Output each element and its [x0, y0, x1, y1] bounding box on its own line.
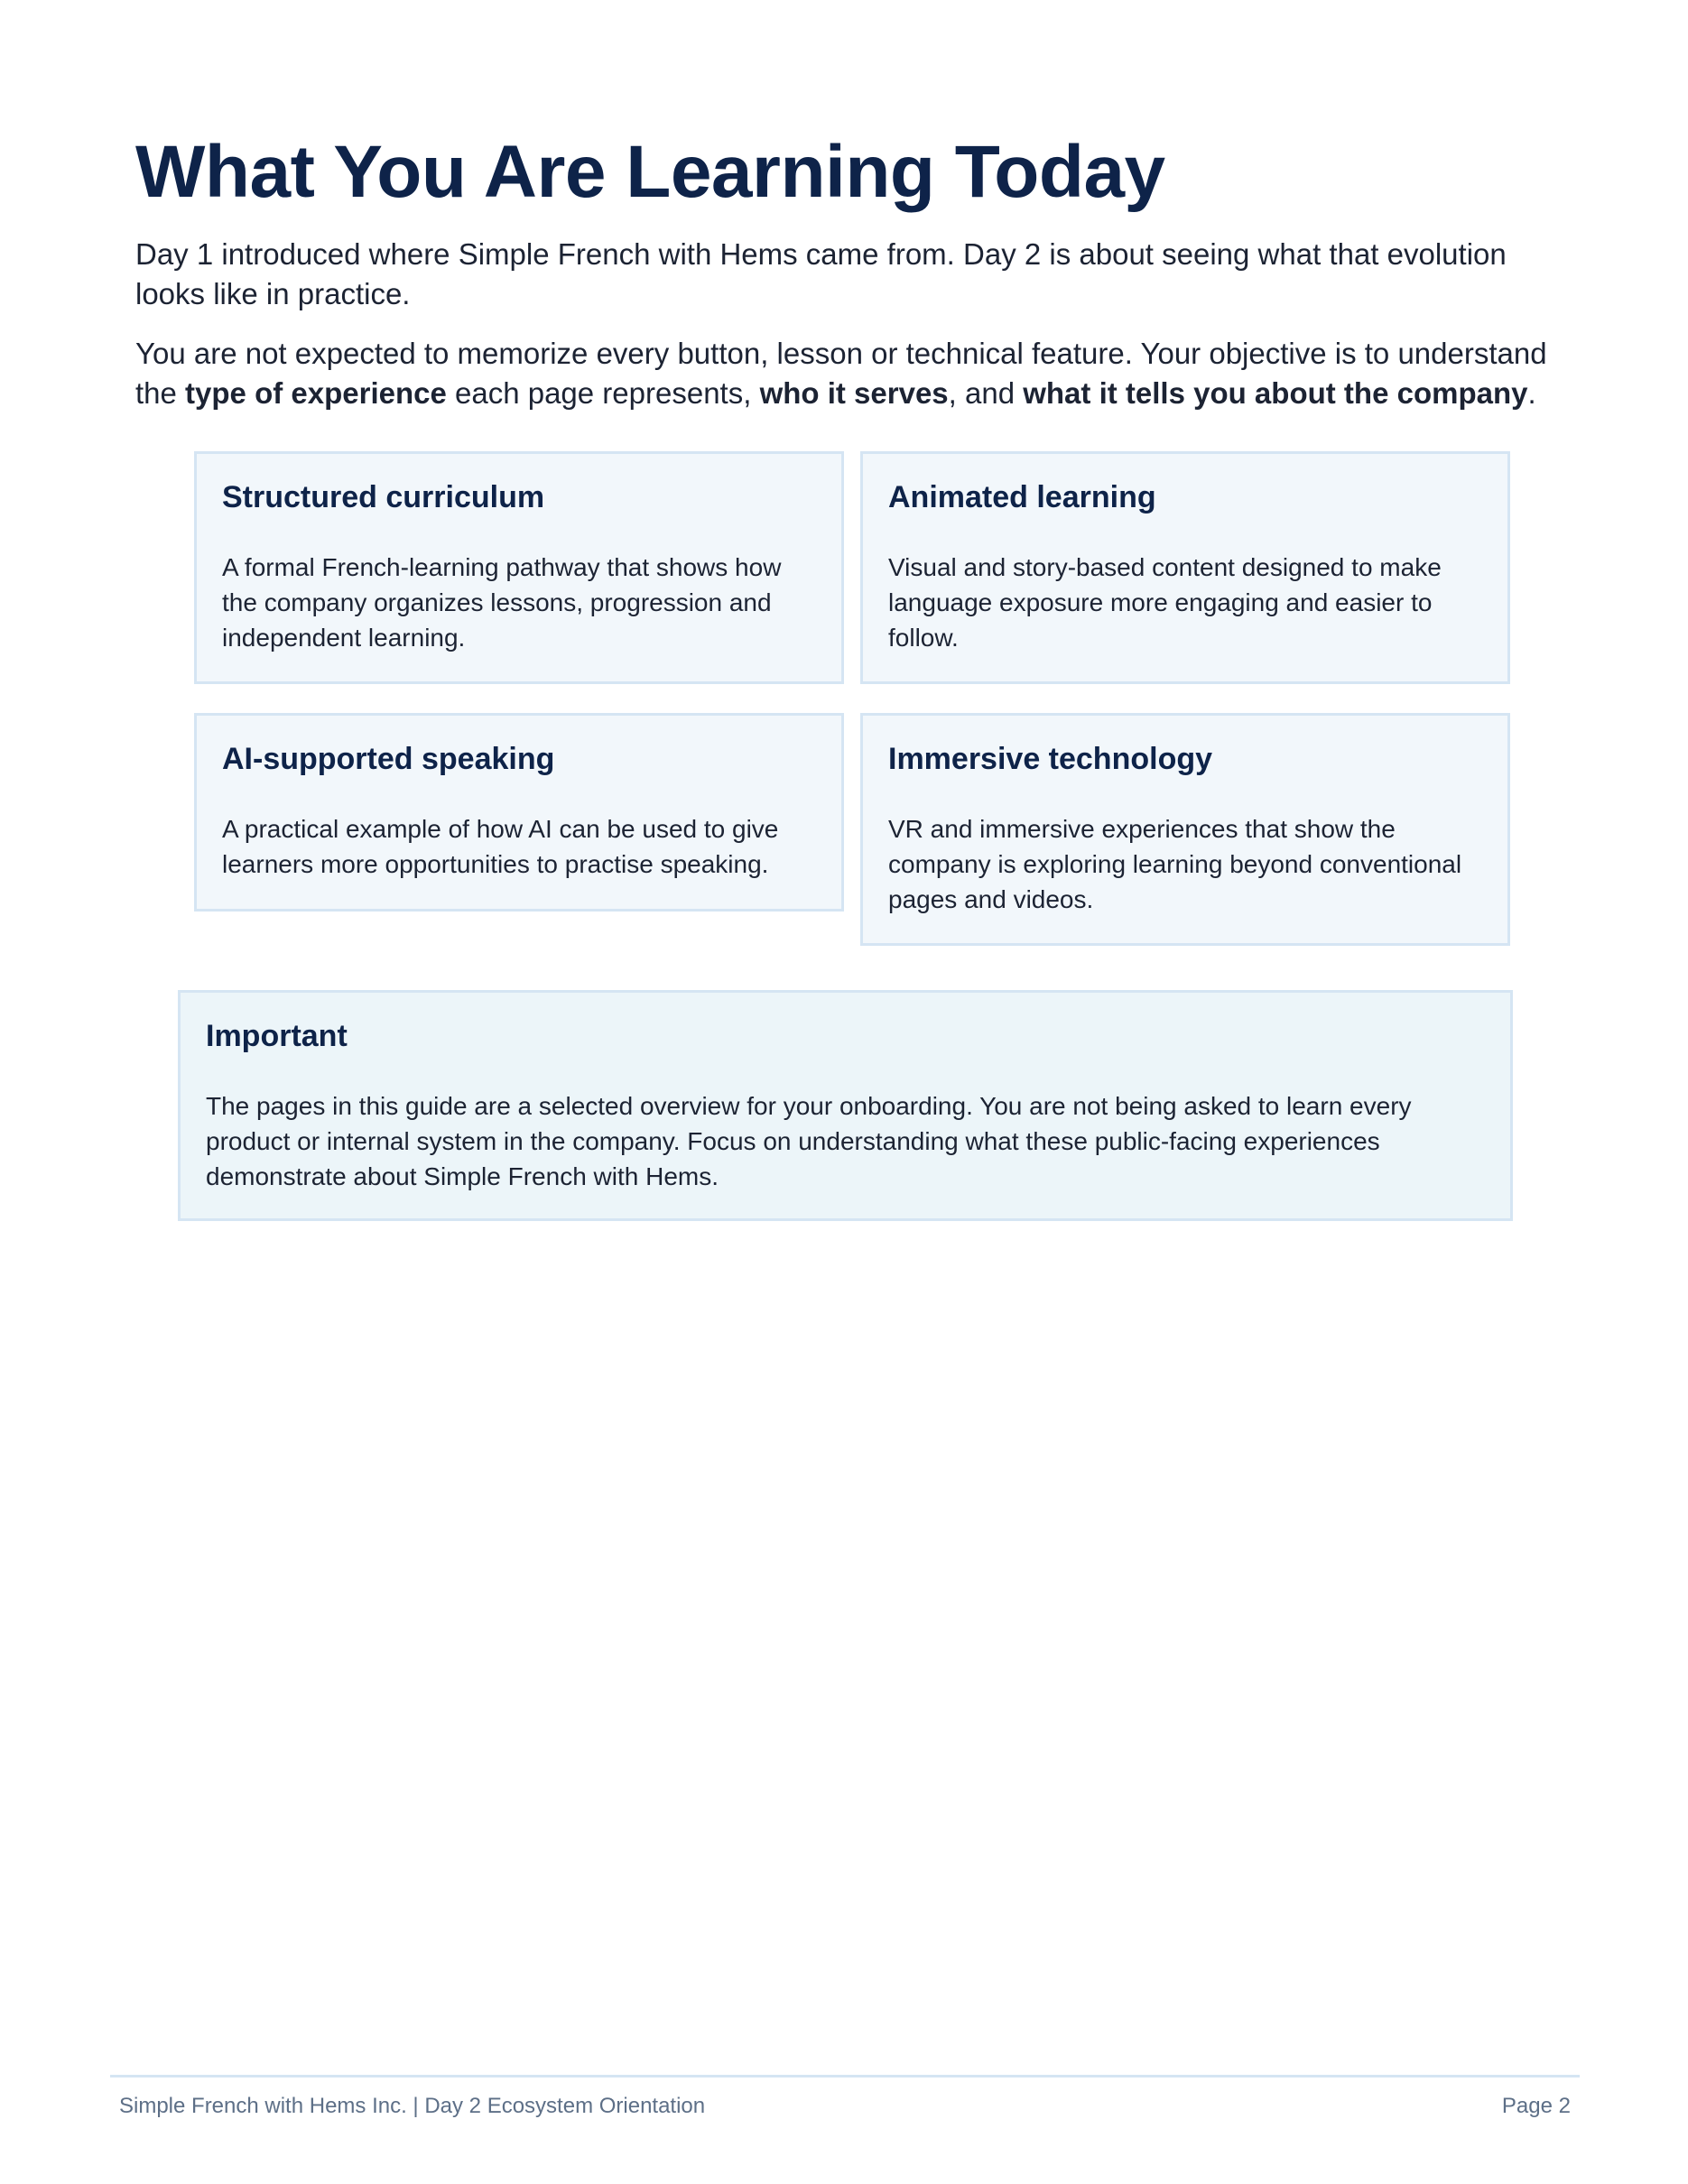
- card-body: VR and immersive experiences that show the company is exploring learning beyond conventional pages and videos.: [888, 815, 1462, 913]
- intro-text-2: each page represents,: [446, 376, 760, 410]
- intro-bold-what-it-tells: what it tells you about the company: [1023, 376, 1528, 410]
- card-title: AI-supported speaking: [222, 742, 555, 776]
- intro-text-3: , and: [948, 376, 1024, 410]
- card-ai-supported-speaking: [194, 713, 844, 912]
- card-body: A formal French-learning pathway that shows how the company organizes lessons, progression and independent learning.: [222, 553, 782, 652]
- page-title: What You Are Learning Today: [135, 131, 1165, 213]
- intro-text-1: You are not expected to memorize every button, lesson or technical feature. Your objective is to understand the: [135, 337, 1547, 410]
- card-title: Immersive technology: [888, 742, 1213, 776]
- card-animated-learning: [860, 451, 1510, 684]
- card-immersive-technology: [860, 713, 1510, 946]
- callout-title: Important: [206, 1019, 348, 1053]
- card-body: A practical example of how AI can be used to give learners more opportunities to practise speaking.: [222, 815, 779, 878]
- intro-paragraph-2: [135, 334, 1562, 413]
- intro-bold-type-of-experience: type of experience: [185, 376, 447, 410]
- card-body: Visual and story-based content designed to make language exposure more engaging and easier to follow.: [888, 553, 1442, 652]
- card-title: Animated learning: [888, 480, 1156, 514]
- callout-body: The pages in this guide are a selected overview for your onboarding. You are not being asked to learn every product or internal system in the company. Focus on understanding what these public-facing experiences demonstrate about Simple French with Hems.: [206, 1092, 1412, 1190]
- intro-paragraph-1: Day 1 introduced where Simple French with Hems came from. Day 2 is about seeing what that evolution looks like in practice.: [135, 237, 1507, 310]
- card-title: Structured curriculum: [222, 480, 545, 514]
- card-structured-curriculum: [194, 451, 844, 684]
- intro-bold-who-it-serves: who it serves: [759, 376, 949, 410]
- footer-page-number: Page 2: [1501, 2094, 1571, 2118]
- intro-text-4: .: [1527, 376, 1536, 410]
- footer-divider: [110, 2075, 1580, 2078]
- footer-company-text: Simple French with Hems Inc. | Day 2 Ecosystem Orientation: [119, 2094, 706, 2118]
- important-callout: [178, 990, 1513, 1221]
